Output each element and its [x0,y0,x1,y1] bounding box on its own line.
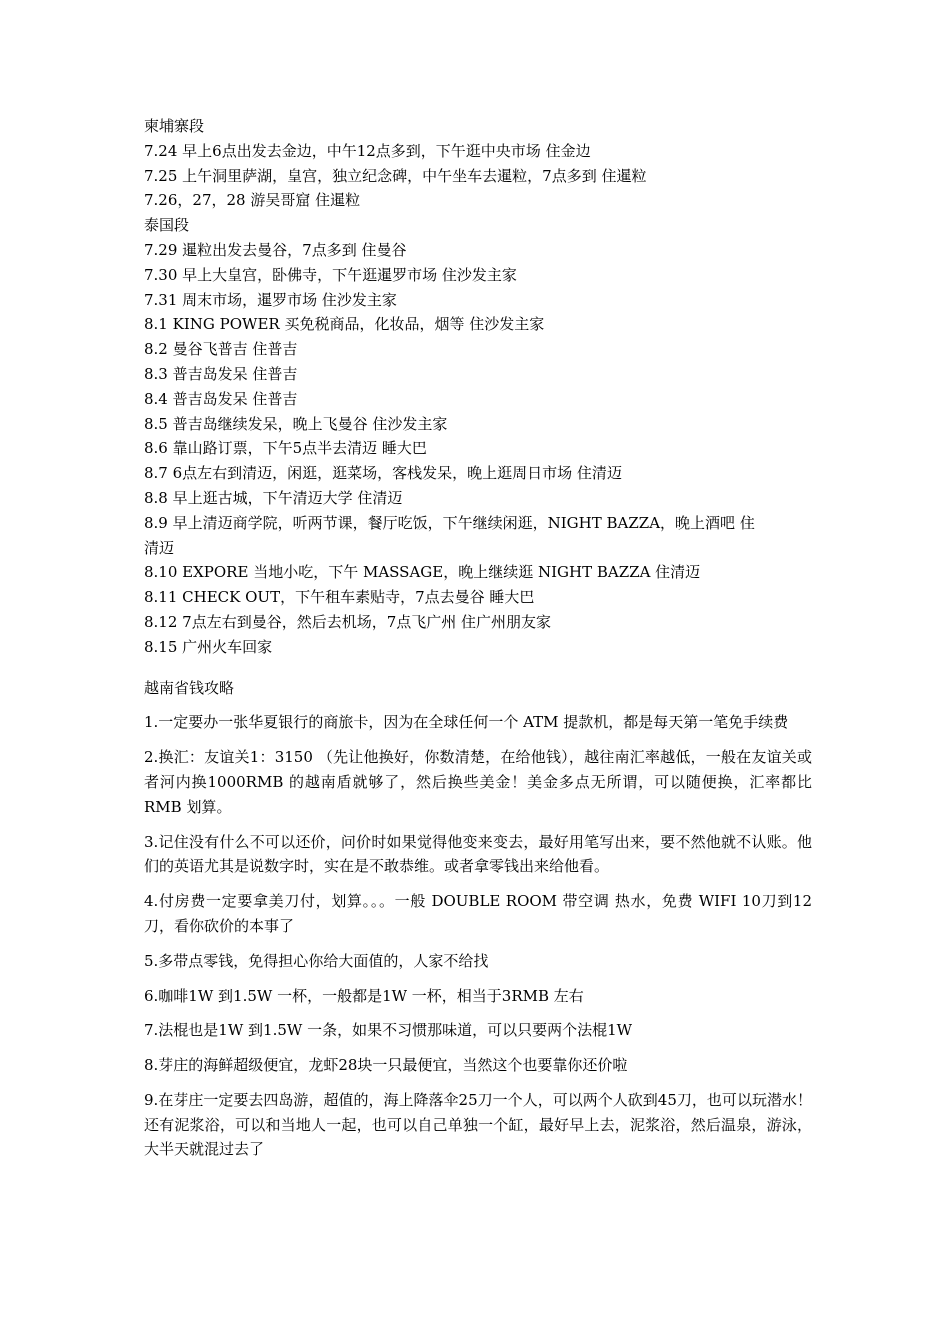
itinerary-line: 7.26，27，28 游吴哥窟 住暹粒 [144,191,361,210]
itinerary-line: 8.8 早上逛古城，下午清迈大学 住清迈 [144,488,403,507]
document-page [144,114,812,1172]
itinerary-line: 7.29 暹粒出发去曼谷，7点多到 住曼谷 [144,240,407,259]
itinerary-line: 清迈 [144,538,175,557]
section-heading-tips: 越南省钱攻略 [144,678,235,697]
tip-paragraph: 4.付房费一定要拿美刀付，划算。。。一般 DOUBLE ROOM 带空调 热水，免费 WIFI 10刀到12刀，看你砍价的本事了 [144,892,812,935]
tip-paragraph: 8.芽庄的海鲜超级便宜，龙虾28块一只最便宜，当然这个也要靠你还价啦 [144,1056,628,1075]
itinerary-line: 8.5 普吉岛继续发呆，晚上飞曼谷 住沙发主家 [144,414,448,433]
spacer [144,660,812,676]
itinerary-line: 7.24 早上6点出发去金边，中午12点多到，下午逛中央市场 住金边 [144,141,591,160]
itinerary-line: 8.7 6点左右到清迈，闲逛，逛菜场，客栈发呆，晚上逛周日市场 住清迈 [144,464,622,483]
itinerary-line: 8.12 7点左右到曼谷，然后去机场，7点飞广州 住广州朋友家 [144,612,552,631]
itinerary-line: 8.9 早上清迈商学院，听两节课，餐厅吃饭，下午继续闲逛，NIGHT BAZZA，晚上酒吧 住 [144,513,755,532]
itinerary-line: 8.10 EXPORE 当地小吃，下午 MASSAGE，晚上继续逛 NIGHT BAZZA 住清迈 [144,563,701,582]
tip-paragraph: 5.多带点零钱，免得担心你给大面值的，人家不给找 [144,951,489,970]
itinerary-line: 8.4 普吉岛发呆 住普吉 [144,389,298,408]
itinerary-line: 8.6 靠山路订票，下午5点半去清迈 睡大巴 [144,439,427,458]
itinerary-line: 7.31 周末市场，暹罗市场 住沙发主家 [144,290,397,309]
tip-paragraph: 1.一定要办一张华夏银行的商旅卡，因为在全球任何一个 ATM 提款机，都是每天第一笔免手续费 [144,713,789,732]
tip-paragraph: 6.咖啡1W 到1.5W 一杯，一般都是1W 一杯，相当于3RMB 左右 [144,986,584,1005]
itinerary-line: 8.1 KING POWER 买免税商品，化妆品，烟等 住沙发主家 [144,315,545,334]
itinerary-line: 8.15 广州火车回家 [144,637,273,656]
itinerary-line: 8.2 曼谷飞普吉 住普吉 [144,340,298,359]
tip-paragraph: 3.记住没有什么不可以还价，问价时如果觉得他变来变去，最好用笔写出来，要不然他就不认账。他们的英语尤其是说数字时，实在是不敢恭维。或者拿零钱出来给他看。 [144,832,812,876]
section-heading-cambodia: 柬埔寨段 [144,117,205,135]
itinerary-line: 7.25 上午洞里萨湖，皇宫，独立纪念碑，中午坐车去暹粒，7点多到 住暹粒 [144,166,647,185]
tip-paragraph: 2.换汇：友谊关1：3150 （先让他换好，你数清楚，在给他钱），越往南汇率越低，一般在友谊关或者河内换1000RMB 的越南盾就够了，然后换些美金！美金多点无所谓，可以随便换，汇率都比 RMB 划算。 [144,748,812,816]
itinerary-line: 7.30 早上大皇宫，卧佛寺，下午逛暹罗市场 住沙发主家 [144,265,517,284]
itinerary-line: 8.11 CHECK OUT，下午租车素贴寺，7点去曼谷 睡大巴 [144,588,535,607]
section-heading-thailand: 泰国段 [144,216,190,235]
tip-paragraph: 7.法棍也是1W 到1.5W 一条，如果不习惯那味道，可以只要两个法棍1W [144,1021,633,1040]
itinerary-line: 8.3 普吉岛发呆 住普吉 [144,364,298,383]
tip-paragraph: 9.在芽庄一定要去四岛游，超值的，海上降落伞25刀一个人，可以两个人砍到45刀，也可以玩潜水！还有泥浆浴，可以和当地人一起，也可以自己单独一个缸，最好早上去，泥浆浴，然后温泉，游泳，大半天就混过去了 [144,1090,812,1159]
